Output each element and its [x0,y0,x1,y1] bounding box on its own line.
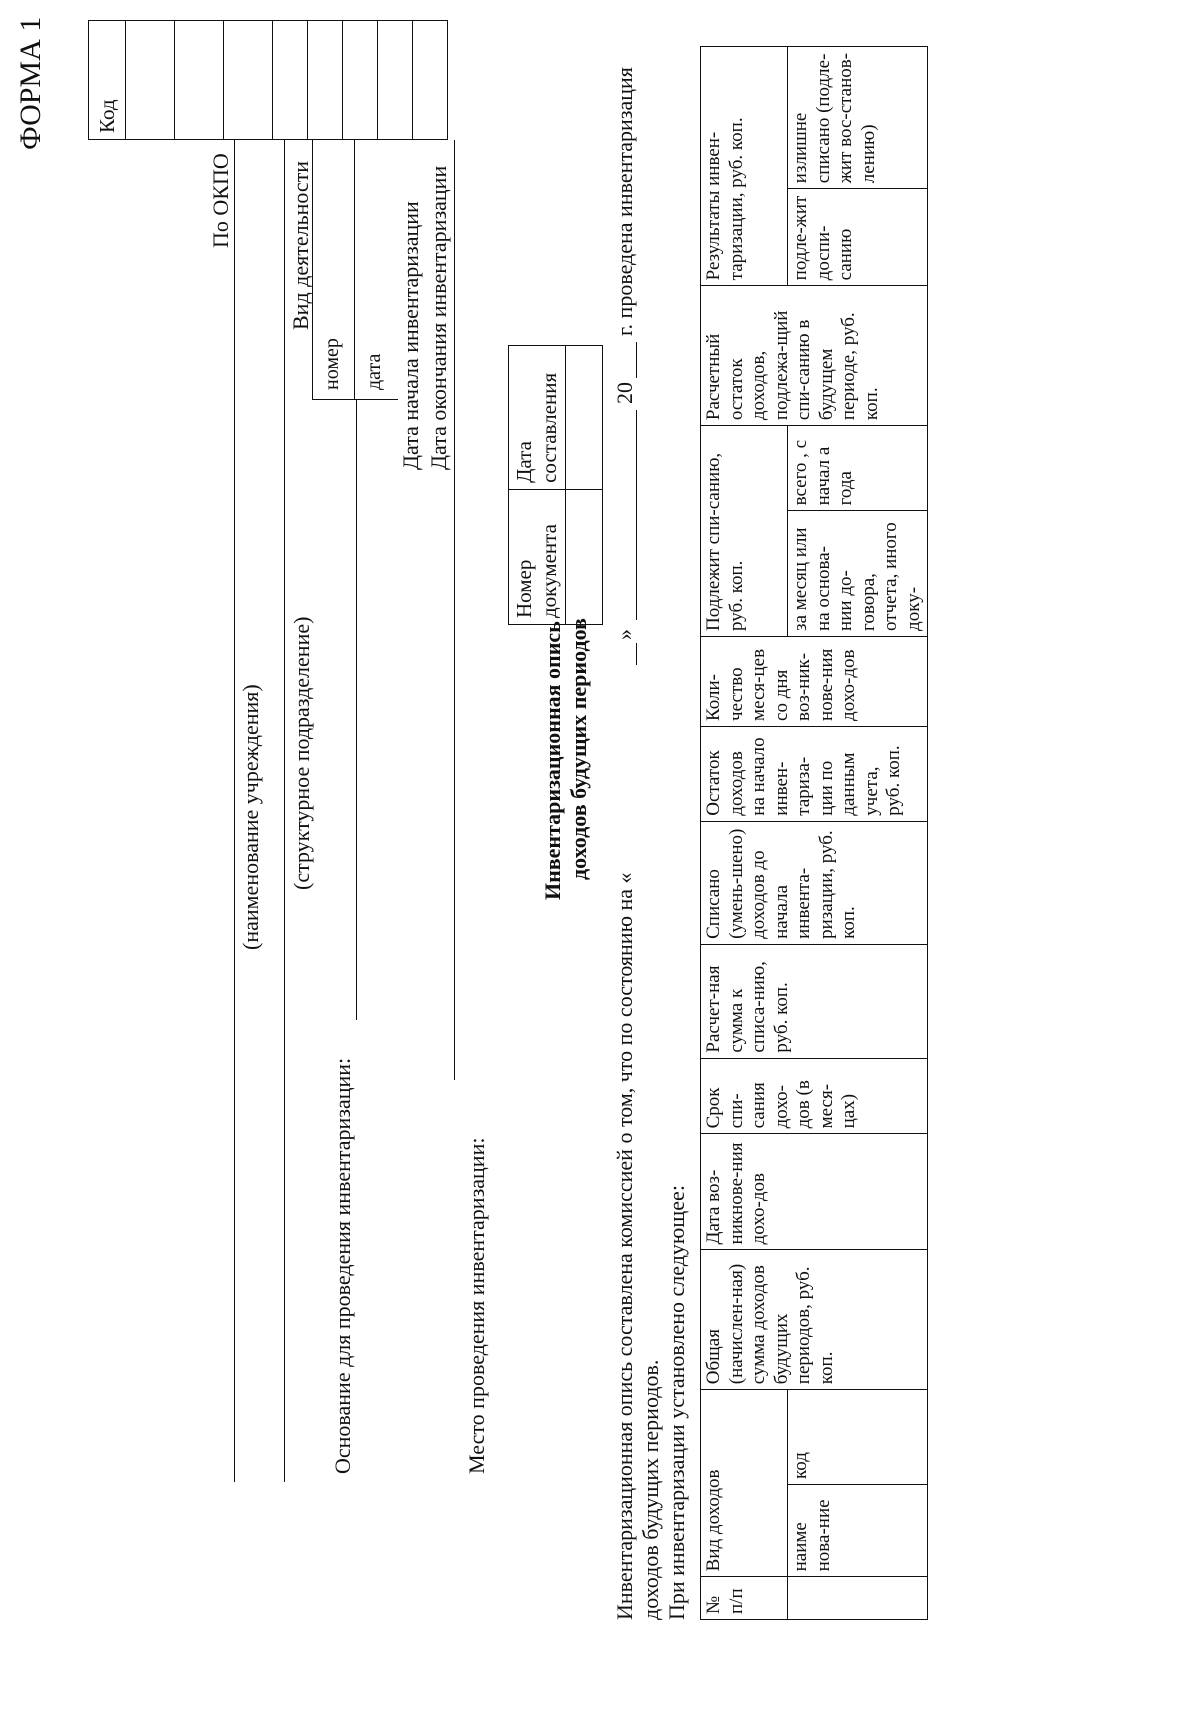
doc-date-cell[interactable] [566,346,603,490]
header-term: Срок спи-сания дохо-дов (в меся-цах) [701,1058,928,1134]
org-caption: (наименование учреждения) [238,684,263,950]
doc-number-cell[interactable] [566,489,603,624]
number-code-cell[interactable] [308,21,343,140]
end-date-label: Дата окончания инвентаризации [426,165,451,470]
doc-date-header: Дата составления [509,346,566,490]
header-calc-sum: Расчет-ная сумма к списа-нию, руб. коп. [701,944,928,1058]
header-num: № п/п [701,1577,788,1620]
start-date-label: Дата начала инвентаризации [398,201,423,470]
month-blank[interactable] [636,410,637,620]
title-line-1: Инвентаризационная опись [540,621,565,900]
place-label: Место проведения инвентаризации: [464,1137,489,1474]
quote-close: » [612,629,637,640]
header-name: наиме нова-ние [788,1484,928,1576]
start-date-code-cell[interactable] [378,21,413,140]
form-label: ФОРМА 1 [14,16,47,150]
year-prefix: 20 [612,382,637,404]
header-total-year: всего , с начал а года [788,426,928,511]
number-date-divider [354,140,355,400]
header-excess: излишне списано (подле-жит вос-станов-лению) [788,47,928,189]
year-blank[interactable] [636,342,637,378]
header-code: код [788,1390,928,1485]
number-box-top [312,140,313,400]
org-name-line [234,140,235,1482]
day-blank[interactable] [636,643,637,665]
place-line [454,140,455,1080]
date-code-cell[interactable] [343,21,378,140]
basis-label: Основание для проведения инвентаризации: [330,1057,355,1474]
date-label: дата [363,353,385,390]
document-box [508,345,603,625]
org-code-cell[interactable] [175,21,224,140]
number-box-left [312,399,398,400]
doc-number-header: Номер документа [509,489,566,624]
statement-text: Инвентаризационная опись составлена комиссией о том, что по состоянию на « [612,872,637,1620]
header-total-sum: Общая (начислен-ная) сумма доходов будущих периодов, руб. коп. [701,1250,928,1390]
statement-line-3: При инвентаризации установлено следующее: [664,1185,689,1620]
header-num-blank [788,1577,928,1620]
division-line [284,140,285,1482]
statement-text-after: г. проведена инвентаризация [612,67,637,336]
activity-label: Вид деятельности [288,160,313,330]
title-line-2: доходов будущих периодов [566,618,591,880]
code-box [88,20,448,140]
header-per-month: за месяц или на основа-нии до-говора, отчета, иного доку- [788,511,928,637]
header-months: Коли-чество меся-цев со дня воз-ник-нове-ния дохо-дов [701,636,928,726]
inventory-table [700,46,928,1620]
number-label: номер [321,338,343,390]
header-written-off: Списано (умень-шено) доходов до начала инвента-ризации, руб. коп. [701,821,928,944]
division-caption: (структурное подразделение) [289,616,314,890]
division-code-cell[interactable] [224,21,273,140]
header-calc-balance: Расчетный остаток доходов, подлежа-щий спи-санию в будущем периоде, руб. коп. [701,286,928,426]
header-to-add: подле-жит доспи-санию [788,189,928,286]
okpo-label: По ОКПО [208,153,233,248]
basis-line [356,400,357,1020]
code-header: Код [89,21,126,140]
header-results: Результаты инвен-таризации, руб. коп. [701,47,788,286]
header-balance: Остаток доходов на начало инвен-тариза-ции по данным учета, руб. коп. [701,726,928,821]
header-income-type: Вид доходов [701,1390,788,1577]
header-date: Дата воз-никнове-ния дохо-дов [701,1134,928,1250]
header-to-write-off: Подлежит спи-санию, руб. коп. [701,426,788,637]
activity-code-cell[interactable] [273,21,308,140]
statement-line-2: доходов будущих периодов. [638,1359,663,1620]
end-date-code-cell[interactable] [413,21,448,140]
okpo-code-cell[interactable] [126,21,175,140]
